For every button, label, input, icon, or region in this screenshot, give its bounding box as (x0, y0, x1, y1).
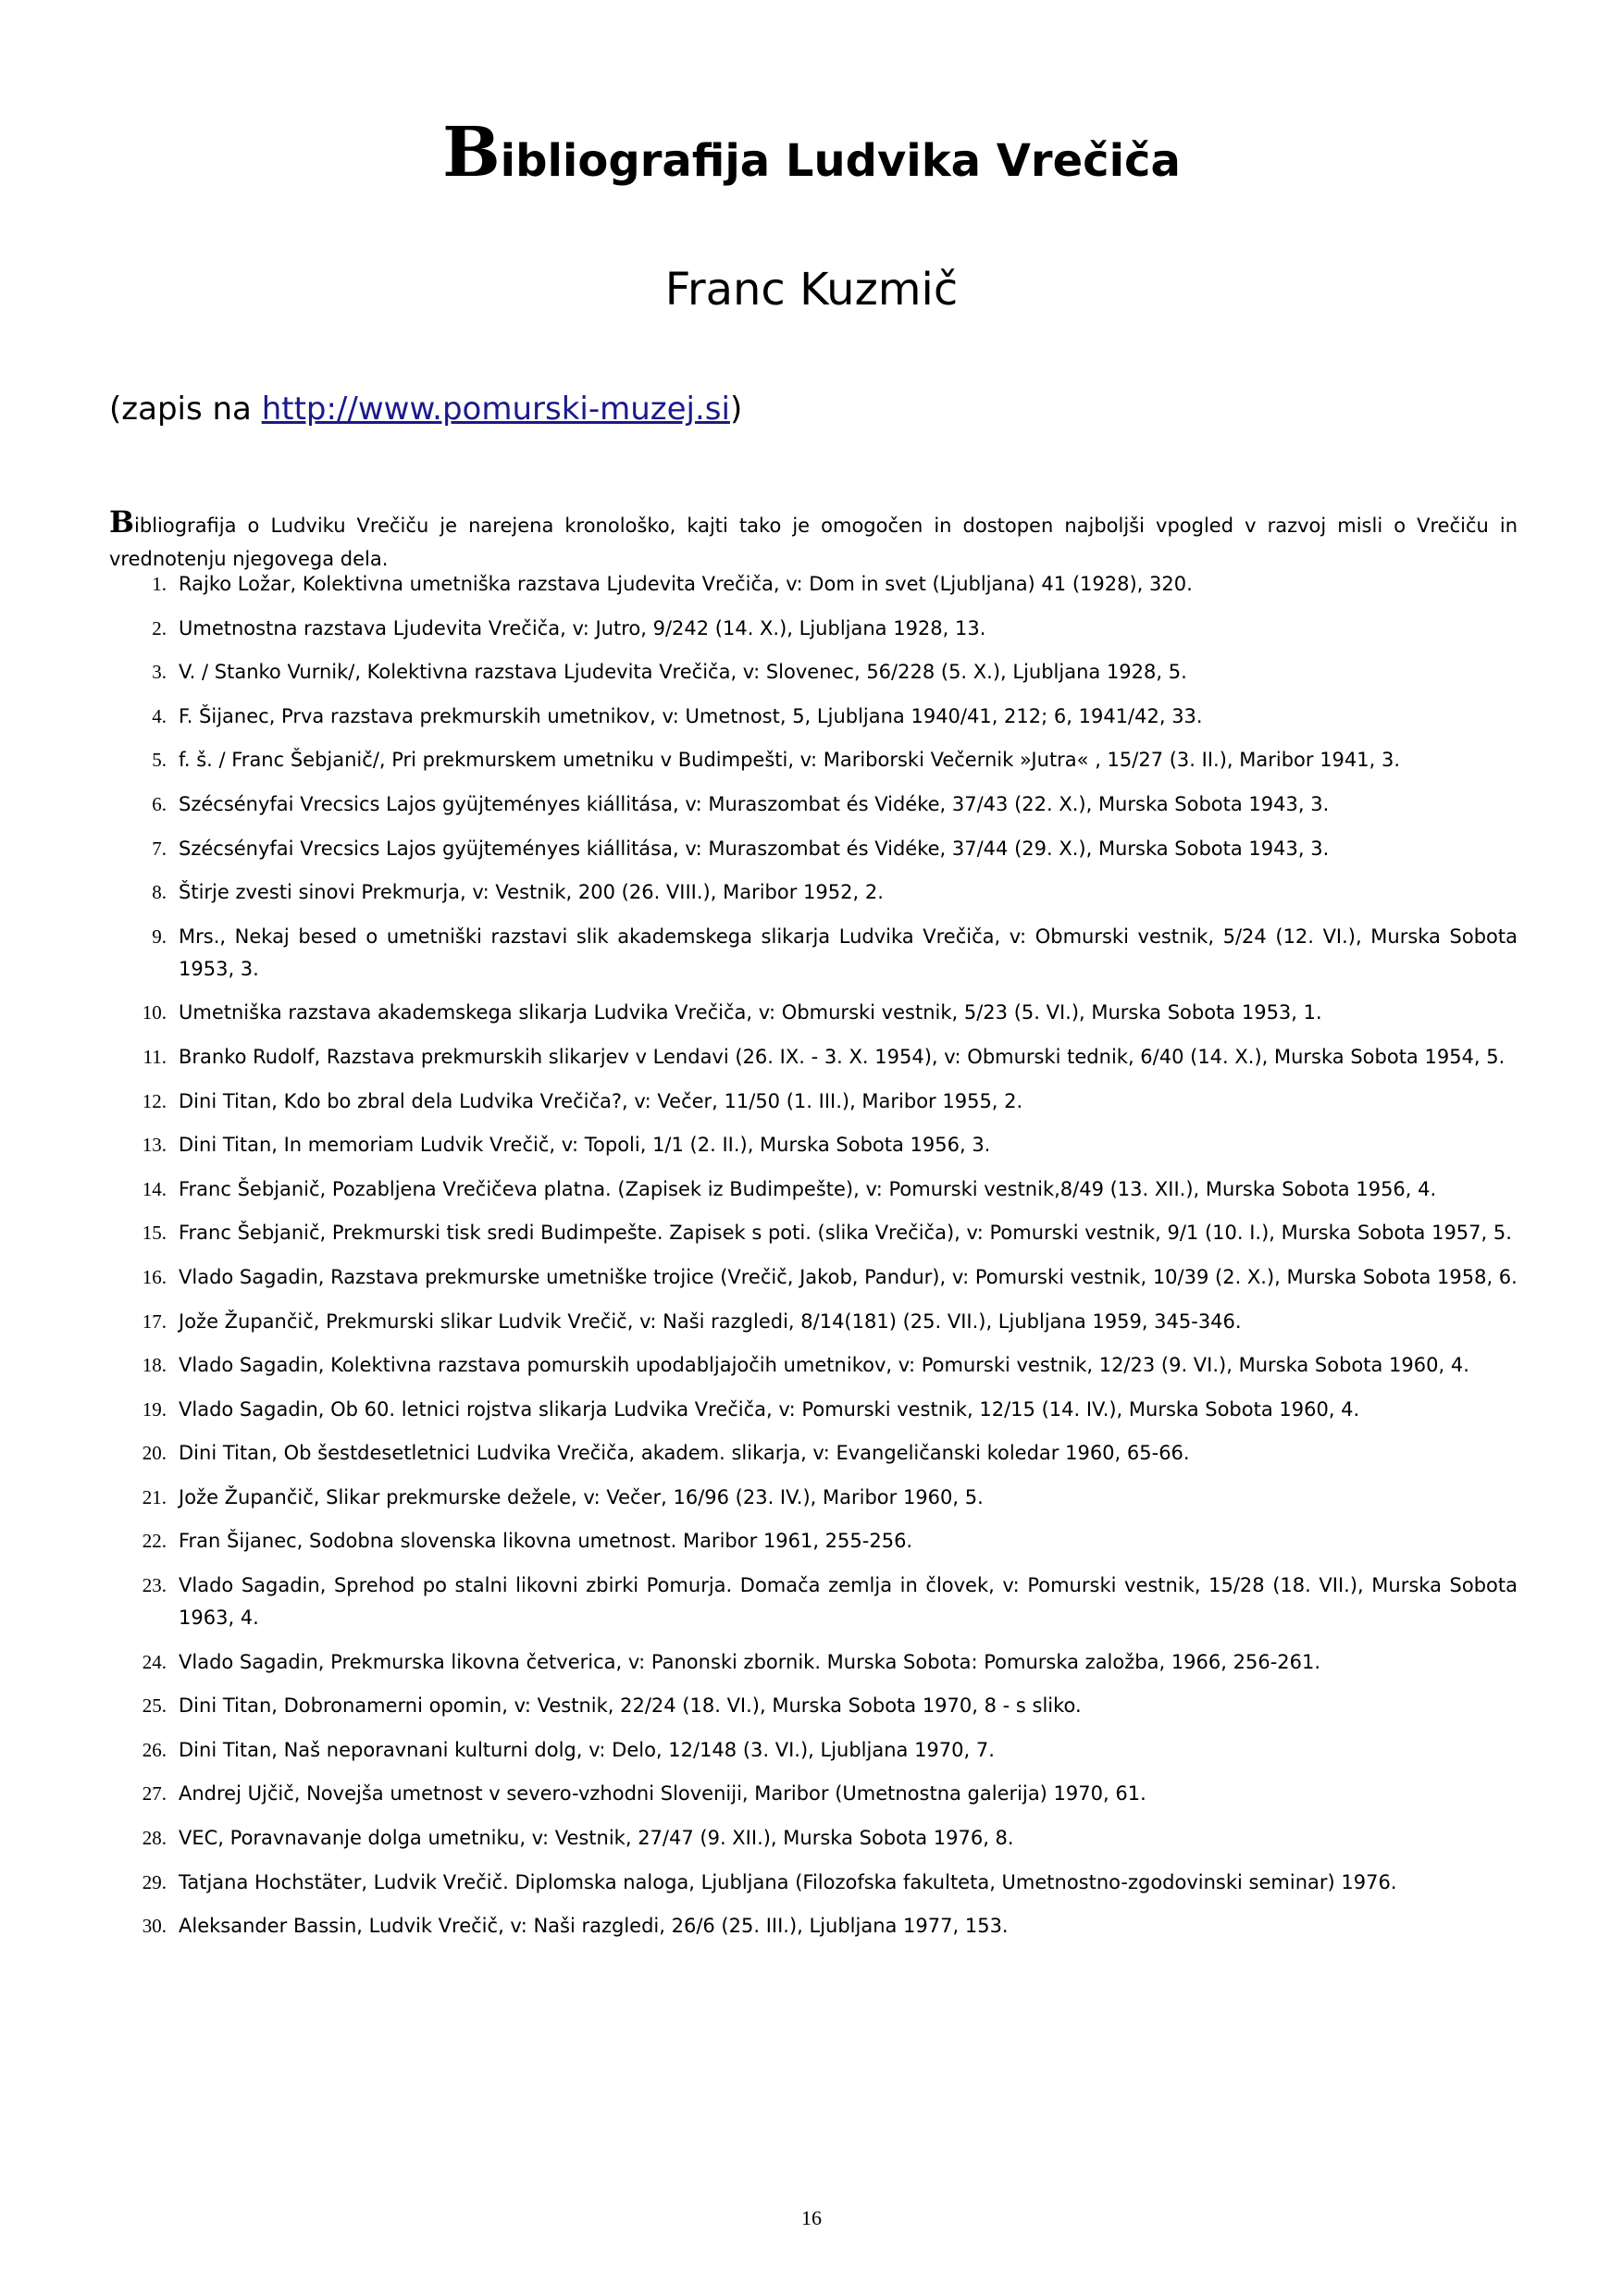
entry-number: 8. (152, 881, 167, 904)
bibliography-entry (0, 997, 1623, 1029)
bibliography-entry (0, 1041, 1623, 1074)
bibliography-entry (0, 1261, 1623, 1294)
entry-number: 16. (142, 1265, 167, 1288)
bibliography-entry (0, 1129, 1623, 1161)
bibliography-entry (0, 656, 1623, 689)
entry-text: Andrej Ujčič, Novejša umetnost v severo-vzhodni Sloveniji, Maribor (Umetnostna galerija) 1970, 61. (179, 1782, 1146, 1806)
entry-text: f. š. / Franc Šebjanič/, Pri prekmurskem umetniku v Budimpešti, v: Mariborski Večernik »Jutra« , 15/27 (3. II.), Maribor 1941, 3. (179, 749, 1401, 772)
entry-text: Vlado Sagadin, Kolektivna razstava pomurskih upodabljajočih umetnikov, v: Pomurski vestnik, 12/23 (9. VI.), Murska Sobota 1960, 4. (179, 1354, 1469, 1377)
entry-number: 11. (142, 1045, 167, 1068)
entry-number: 29. (142, 1870, 167, 1893)
entry-text: Vlado Sagadin, Prekmurska likovna četverica, v: Panonski zbornik. Murska Sobota: Pomurska založba, 1966, 256-261. (179, 1650, 1321, 1673)
entry-text: Dini Titan, Dobronamerni opomin, v: Vestnik, 22/24 (18. VI.), Murska Sobota 1970, 8 - s sliko. (179, 1694, 1082, 1718)
entry-text: Dini Titan, In memoriam Ludvik Vrečič, v: Topoli, 1/1 (2. II.), Murska Sobota 1956, 3. (179, 1134, 991, 1157)
entry-text: Franc Šebjanič, Prekmurski tisk sredi Budimpešte. Zapisek s poti. (slika Vrečiča), v: Pomurski vestnik, 9/1 (10. I.), Murska Sobota 1957, 5. (179, 1222, 1512, 1245)
entry-number: 22. (142, 1530, 167, 1553)
intro-paragraph (109, 505, 1518, 576)
entry-number: 26. (142, 1738, 167, 1761)
entry-text: Tatjana Hochstäter, Ludvik Vrečič. Diplomska naloga, Ljubljana (Filozofska fakulteta, Umetnostno-zgodovinski seminar) 1976. (179, 1870, 1397, 1893)
intro-text: ibliografija o Ludviku Vrečiču je narejena kronološko, kajti tako je omogočen in dostopen najboljši vpogled v razvoj misli o Vrečiču in vrednotenju njegovega dela. (109, 515, 1518, 570)
entry-number: 21. (142, 1485, 167, 1508)
bibliography-entry (0, 1734, 1623, 1767)
entry-text: Szécsényfai Vrecsics Lajos gyüjteményes kiállitása, v: Muraszombat és Vidéke, 37/44 (29. X.), Murska Sobota 1943, 3. (179, 837, 1330, 860)
bibliography-entry (0, 1822, 1623, 1855)
entry-number: 15. (142, 1222, 167, 1245)
bibliography-entry (0, 1173, 1623, 1206)
entry-text: Dini Titan, Ob šestdesetletnici Ludvika Vrečiča, akadem. slikarja, v: Evangeličanski koledar 1960, 65-66. (179, 1442, 1190, 1465)
source-suffix: ) (729, 391, 743, 428)
entry-number: 24. (142, 1650, 167, 1673)
title-initial: B (442, 113, 501, 192)
author-name: Franc Kuzmič (664, 264, 959, 316)
entry-text: Jože Župančič, Slikar prekmurske dežele, v: Večer, 16/96 (23. IV.), Maribor 1960, 5. (179, 1485, 984, 1508)
entry-number: 23. (142, 1574, 167, 1597)
bibliography-entry (0, 1086, 1623, 1118)
entry-text: Jože Župančič, Prekmurski slikar Ludvik Vrečič, v: Naši razgledi, 8/14(181) (25. VII.), Ljubljana 1959, 345-346. (179, 1309, 1242, 1333)
entry-number: 27. (142, 1782, 167, 1806)
entry-number: 28. (142, 1827, 167, 1850)
entry-number: 25. (142, 1694, 167, 1718)
bibliography-entry (0, 1482, 1623, 1514)
document-title (0, 113, 1623, 198)
bibliography-entry (0, 1910, 1623, 1942)
entry-text: Franc Šebjanič, Pozabljena Vrečičeva platna. (Zapisek iz Budimpešte), v: Pomurski vestnik,8/49 (13. XII.), Murska Sobota 1956, 4. (179, 1177, 1437, 1200)
bibliography-entry (0, 1690, 1623, 1722)
intro-initial: B (109, 504, 135, 540)
entry-number: 1. (152, 573, 167, 595)
bibliography-entry (0, 744, 1623, 776)
bibliography-entry (0, 1306, 1623, 1338)
entry-number: 30. (142, 1915, 167, 1938)
entry-number: 5. (152, 749, 167, 772)
bibliography-entry (0, 701, 1623, 733)
entry-text: VEC, Poravnavanje dolga umetniku, v: Vestnik, 27/47 (9. XII.), Murska Sobota 1976, 8. (179, 1827, 1014, 1850)
bibliography-entry (0, 1646, 1623, 1679)
entry-text: Umetnostna razstava Ljudevita Vrečiča, v: Jutro, 9/242 (14. X.), Ljubljana 1928, 13. (179, 616, 986, 639)
entry-text: Vlado Sagadin, Sprehod po stalni likovni zbirki Pomurja. Domača zemlja in človek, v: Pomurski vestnik, 15/28 (18. VII.), Murska Sobota 1963, 4. (179, 1574, 1518, 1630)
bibliography-entry (0, 1349, 1623, 1382)
entry-number: 10. (142, 1001, 167, 1024)
entry-number: 6. (152, 792, 167, 815)
entry-text: Fran Šijanec, Sodobna slovenska likovna umetnost. Maribor 1961, 255-256. (179, 1530, 913, 1553)
bibliography-entry (0, 833, 1623, 865)
bibliography-entry (0, 1778, 1623, 1810)
entry-text: Štirje zvesti sinovi Prekmurja, v: Vestnik, 200 (26. VIII.), Maribor 1952, 2. (179, 881, 884, 904)
bibliography-list (0, 568, 1623, 1955)
bibliography-entry (0, 1867, 1623, 1899)
entry-text: Branko Rudolf, Razstava prekmurskih slikarjev v Lendavi (26. IX. - 3. X. 1954), v: Obmurski tednik, 6/40 (14. X.), Murska Sobota 1954, 5. (179, 1045, 1505, 1068)
entry-text: Vlado Sagadin, Razstava prekmurske umetniške trojice (Vrečič, Jakob, Pandur), v: Pomurski vestnik, 10/39 (2. X.), Murska Sobota 1958, 6. (179, 1265, 1518, 1288)
entry-text: F. Šijanec, Prva razstava prekmurskih umetnikov, v: Umetnost, 5, Ljubljana 1940/41, 212; 6, 1941/42, 33. (179, 704, 1203, 727)
source-note (109, 386, 742, 432)
entry-text: Rajko Ložar, Kolektivna umetniška razstava Ljudevita Vrečiča, v: Dom in svet (Ljubljana) 41 (1928), 320. (179, 573, 1193, 595)
entry-number: 14. (142, 1177, 167, 1200)
entry-number: 19. (142, 1397, 167, 1421)
entry-number: 18. (142, 1354, 167, 1377)
entry-number: 9. (152, 925, 167, 948)
bibliography-entry (0, 788, 1623, 821)
entry-text: Mrs., Nekaj besed o umetniški razstavi slik akademskega slikarja Ludvika Vrečiča, v: Obmurski vestnik, 5/24 (12. VI.), Murska Sobota 1953, 3. (179, 925, 1518, 980)
entry-number: 12. (142, 1089, 167, 1112)
bibliography-entry (0, 1437, 1623, 1470)
title-text: ibliografija Ludvika Vrečiča (500, 135, 1181, 187)
bibliography-entry (0, 1525, 1623, 1558)
entry-text: Dini Titan, Naš neporavnani kulturni dolg, v: Delo, 12/148 (3. VI.), Ljubljana 1970, 7. (179, 1738, 995, 1761)
entry-text: V. / Stanko Vurnik/, Kolektivna razstava Ljudevita Vrečiča, v: Slovenec, 56/228 (5. X.), Ljubljana 1928, 5. (179, 661, 1187, 684)
entry-number: 13. (142, 1134, 167, 1157)
entry-text: Umetniška razstava akademskega slikarja Ludvika Vrečiča, v: Obmurski vestnik, 5/23 (5. VI.), Murska Sobota 1953, 1. (179, 1001, 1322, 1024)
entry-number: 17. (142, 1309, 167, 1333)
entry-text: Szécsényfai Vrecsics Lajos gyüjteményes kiállitása, v: Muraszombat és Vidéke, 37/43 (22. X.), Murska Sobota 1943, 3. (179, 792, 1330, 815)
source-prefix: (zapis na (109, 391, 262, 428)
entry-text: Dini Titan, Kdo bo zbral dela Ludvika Vrečiča?, v: Večer, 11/50 (1. III.), Maribor 1955, 2. (179, 1089, 1023, 1112)
entry-number: 3. (152, 661, 167, 684)
page-number: 16 (801, 2206, 822, 2229)
bibliography-entry (0, 1570, 1623, 1634)
bibliography-entry (0, 921, 1623, 986)
entry-text: Aleksander Bassin, Ludvik Vrečič, v: Naši razgledi, 26/6 (25. III.), Ljubljana 1977, 153. (179, 1915, 1009, 1938)
bibliography-entry (0, 876, 1623, 909)
entry-text: Vlado Sagadin, Ob 60. letnici rojstva slikarja Ludvika Vrečiča, v: Pomurski vestnik, 12/15 (14. IV.), Murska Sobota 1960, 4. (179, 1397, 1360, 1421)
entry-number: 7. (152, 837, 167, 860)
bibliography-entry (0, 1394, 1623, 1426)
source-link[interactable]: http://www.pomurski-muzej.si (261, 391, 730, 428)
entry-number: 4. (152, 704, 167, 727)
bibliography-entry (0, 568, 1623, 601)
bibliography-entry (0, 1217, 1623, 1249)
entry-number: 2. (152, 616, 167, 639)
bibliography-entry (0, 613, 1623, 645)
entry-number: 20. (142, 1442, 167, 1465)
